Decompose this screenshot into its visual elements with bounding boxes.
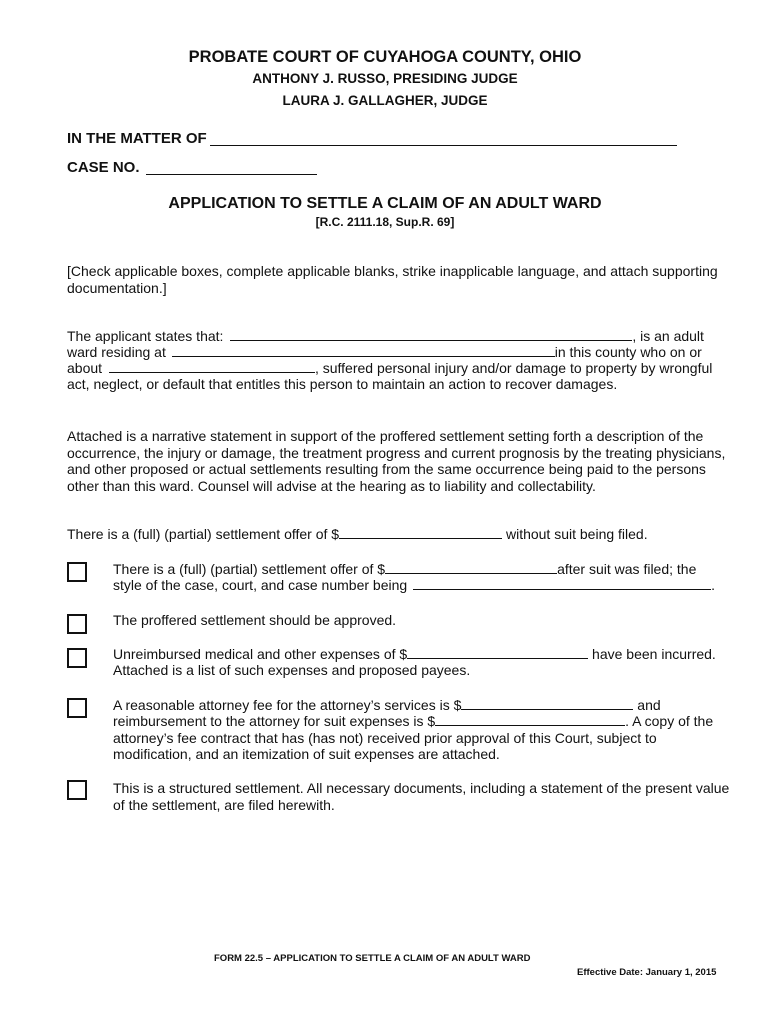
suit-filed-line-1 bbox=[113, 561, 696, 578]
instructions-line-2: documentation.] bbox=[67, 280, 167, 296]
case-style-period: . bbox=[711, 577, 715, 593]
suit-expenses-field[interactable] bbox=[435, 713, 625, 726]
residence-field[interactable] bbox=[172, 344, 555, 357]
medical-label: Unreimbursed medical and other expenses of $ bbox=[113, 646, 408, 662]
attorney-line-4: modification, and an itemization of suit expenses are attached. bbox=[113, 746, 500, 762]
structured-settlement-checkbox[interactable] bbox=[67, 780, 87, 800]
suit-filed-amount-field[interactable] bbox=[385, 561, 557, 574]
citation: [R.C. 2111.18, Sup.R. 69] bbox=[315, 215, 455, 229]
suit-filed-label: There is a (full) (partial) settlement offer of $ bbox=[113, 561, 386, 577]
suit-filed-suffix: after suit was filed; the bbox=[557, 561, 697, 577]
suit-expenses-suffix: . A copy of the bbox=[625, 713, 714, 729]
about-label: about bbox=[67, 360, 103, 376]
suit-filed-line-2 bbox=[113, 577, 715, 594]
narrative-line-3: and other proposed or actual settlements resulting from the same occurrence being paid to the persons bbox=[67, 461, 706, 477]
offer-no-suit-amount-field[interactable] bbox=[339, 526, 502, 539]
case-style-label: style of the case, court, and case number being bbox=[113, 577, 408, 593]
ward-residing-label: ward residing at bbox=[67, 344, 166, 360]
injury-text: , suffered personal injury and/or damage to property by wrongful bbox=[314, 360, 713, 376]
case-style-field[interactable] bbox=[413, 577, 711, 590]
attorney-line-2 bbox=[113, 713, 713, 730]
presiding-judge: ANTHONY J. RUSSO, PRESIDING JUDGE bbox=[252, 71, 518, 86]
medical-suffix: have been incurred. bbox=[588, 646, 716, 662]
suit-filed-checkbox[interactable] bbox=[67, 562, 87, 582]
case-no-field[interactable] bbox=[146, 156, 317, 175]
adult-text: , is an adult bbox=[632, 328, 704, 344]
effective-date: Effective Date: January 1, 2015 bbox=[577, 967, 717, 978]
narrative-line-2: occurrence, the injury or damage, the treatment progress and current prognosis by the treating physicians, bbox=[67, 445, 726, 461]
attorney-fee-suffix: and bbox=[633, 697, 661, 713]
medical-amount-field[interactable] bbox=[407, 646, 588, 659]
medical-checkbox[interactable] bbox=[67, 648, 87, 668]
applicant-line-3 bbox=[67, 360, 712, 377]
instructions-line-1: [Check applicable boxes, complete applicable blanks, strike inapplicable language, and attach supporting bbox=[67, 263, 718, 279]
in-the-matter-field[interactable] bbox=[210, 127, 677, 146]
narrative-line-4: other than this ward. Counsel will advise at the hearing as to liability and collectability. bbox=[67, 478, 596, 494]
attorney-fee-label: A reasonable attorney fee for the attorney’s services is $ bbox=[113, 697, 462, 713]
applicant-line-2 bbox=[67, 344, 702, 361]
attorney-fee-field[interactable] bbox=[461, 697, 633, 710]
narrative-line-1: Attached is a narrative statement in support of the proffered settlement setting forth a description of the bbox=[67, 428, 704, 444]
attorney-line-3: attorney’s fee contract that has (has not) received prior approval of this Court, subject to bbox=[113, 730, 657, 746]
applicant-line-1 bbox=[67, 328, 704, 345]
medical-line-1 bbox=[113, 646, 716, 663]
approved-text: The proffered settlement should be approved. bbox=[113, 612, 397, 628]
approved-checkbox[interactable] bbox=[67, 614, 87, 634]
attorney-line-1 bbox=[113, 697, 661, 714]
case-no-label: CASE NO. bbox=[67, 159, 140, 176]
suit-expenses-label: reimbursement to the attorney for suit expenses is $ bbox=[113, 713, 436, 729]
structured-line-1: This is a structured settlement. All necessary documents, including a statement of the present value bbox=[113, 780, 730, 796]
structured-line-2: of the settlement, are filed herewith. bbox=[113, 797, 335, 813]
court-name: PROBATE COURT OF CUYAHOGA COUNTY, OHIO bbox=[188, 48, 582, 66]
offer-no-suit-suffix: without suit being filed. bbox=[502, 526, 648, 542]
applicant-label: The applicant states that: bbox=[67, 328, 224, 344]
in-the-matter-label: IN THE MATTER OF bbox=[67, 130, 207, 147]
applicant-name-field[interactable] bbox=[230, 328, 632, 341]
date-field[interactable] bbox=[109, 360, 315, 373]
county-text: in this county who on or bbox=[554, 344, 702, 360]
offer-no-suit-line bbox=[67, 526, 648, 543]
form-title: APPLICATION TO SETTLE A CLAIM OF AN ADULT WARD bbox=[168, 195, 602, 212]
applicant-line-4: act, neglect, or default that entitles this person to maintain an action to recover damages. bbox=[67, 376, 618, 392]
judge: LAURA J. GALLAGHER, JUDGE bbox=[282, 93, 488, 108]
offer-no-suit-label: There is a (full) (partial) settlement offer of $ bbox=[67, 526, 340, 542]
medical-line-2: Attached is a list of such expenses and proposed payees. bbox=[113, 662, 471, 678]
attorney-fee-checkbox[interactable] bbox=[67, 698, 87, 718]
form-footer: FORM 22.5 – APPLICATION TO SETTLE A CLAIM OF AN ADULT WARD bbox=[214, 953, 531, 964]
